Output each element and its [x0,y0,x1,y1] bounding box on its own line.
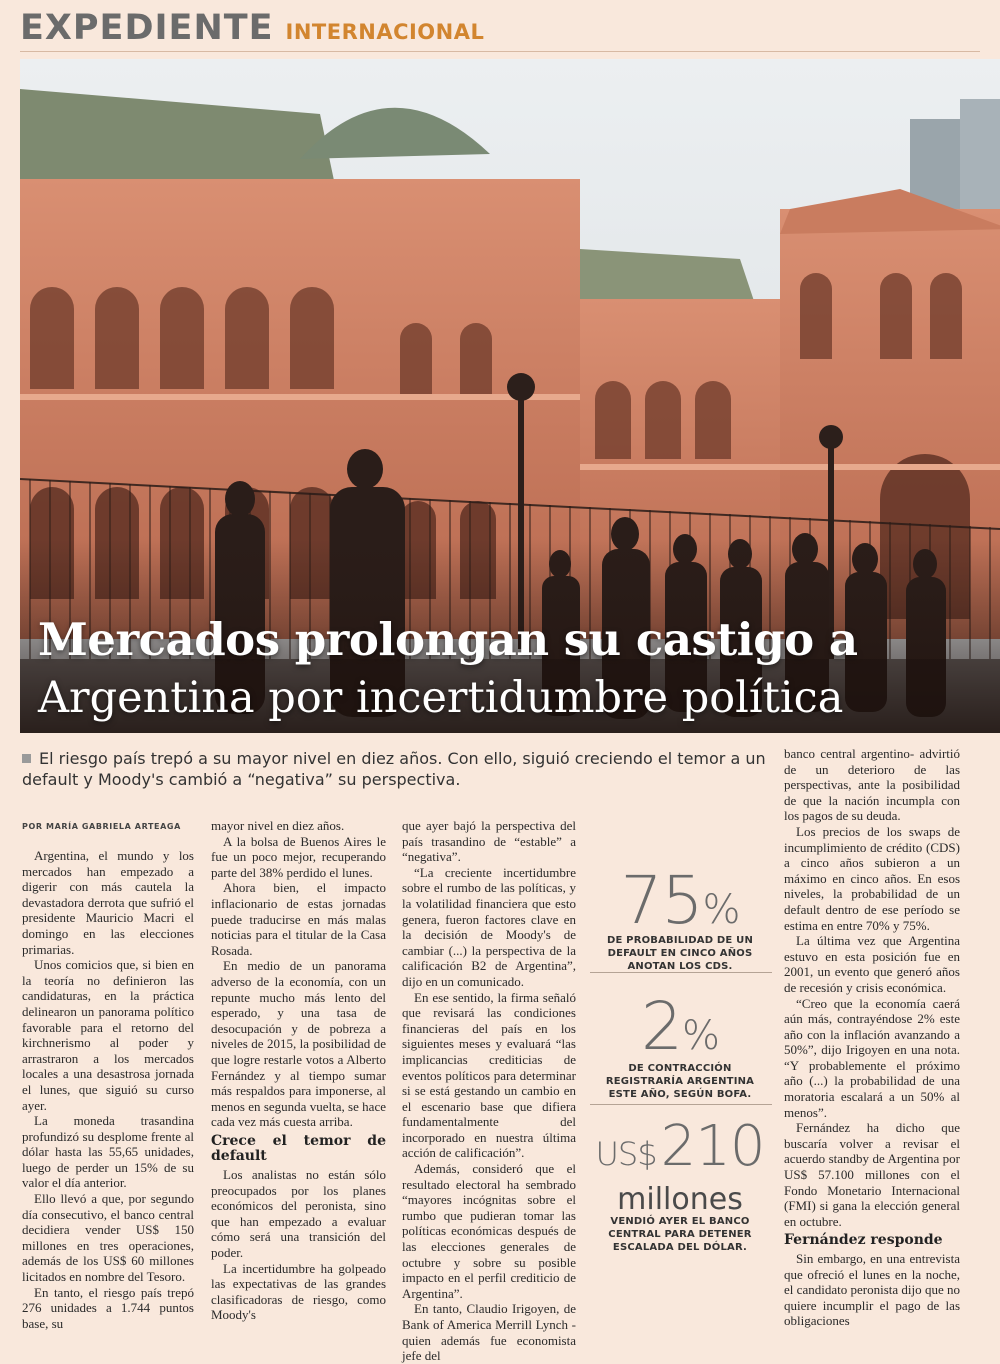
paragraph: mayor nivel en diez años. [211,818,345,833]
byline: POR MARÍA GABRIELA ARTEAGA [22,822,181,831]
headline [38,611,998,727]
section-subtitle: INTERNACIONAL [285,20,485,44]
paragraph: A la bolsa de Buenos Aires le fue un poco mejor, recuperando parte del 38% perdido el lunes. [211,833,386,880]
paragraph: Los precios de los swaps de incumplimiento de crédito (CDS) a cinco años subieron a un máximo en cinco años. En esos niveles, la probabilidad de un default dentro de ese período se estima en entre 70% y 75%. [784,823,960,933]
paragraph: Ello llevó a que, por segundo día consecutivo, el banco central decidiera vender US$ 150 millones en tres operaciones, además de los US$ 60 millones licitados en nombre del Tesoro. [22,1191,194,1285]
stat-unit: millones [617,1182,743,1217]
stat-contraction [590,988,770,1101]
paragraph: En medio de un panorama adverso de la economía, con un repunte mucho más lento del esperado, y una tasa de desocupación y de pobreza a niveles de 2015, la posibilidad de que logre restarle votos a Alberto Fernández y al tiempo sumar más respaldos para imponerse, al menos en segunda vuelta, se hace cada vez más cuesta arriba. [211,958,386,1130]
column-2 [211,818,386,1323]
paragraph: La incertidumbre ha golpeado las expectativas de las grandes clasificadoras de riesgo, como Moody's [211,1260,386,1323]
paragraph: que ayer bajó la perspectiva del país trasandino de “estable” a “negativa”. [402,818,576,865]
header-divider [20,51,980,52]
stat-value: US$ 210 [595,1114,765,1179]
paragraph: Además, consideró que el resultado electoral ha sembrado “mayores incógnitas sobre el rumbo que pudieran tomar las políticas económicas después de las elecciones generales de octubre y sobre su posible impacto en el perfil crediticio de Argentina”. [402,1161,576,1301]
subheading-fernandez: Fernández responde [784,1232,943,1249]
hero-photo [20,59,1000,733]
stat-cds [590,862,770,973]
paragraph: En ese sentido, la firma señaló que revisará las condiciones financieras del país en los siguientes meses y evaluará “las implicancias crediticias de eventos políticos para determinar si se está gestando un cambio en el escenario base que difiera fundamentalmente del incorporado en nuestra última acción de calificación”. [402,989,576,1161]
stat-value: 75% [620,862,740,939]
paragraph: banco central argentino- advirtió de un deterioro de las perspectivas, ante la posibilidad de que la nación incumpla con los pagos de su deuda. [784,746,960,824]
headline-line-2: Argentina por incertidumbre política [38,673,844,723]
paragraph: En tanto, Claudio Irigoyen, de Bank of America Merrill Lynch -quien además fue economista jefe del [402,1301,576,1364]
paragraph: “La creciente incertidumbre sobre el rumbo de las políticas, y la volatilidad financiera que esto genera, fueron factores clave en la decisión de Moody's de cambiar (...) la perspectiva de la calificación B2 de Argentina”, dijo en un comunicado. [402,864,576,989]
stat-divider [590,1104,772,1105]
headline-line-1: Mercados prolongan su castigo a [38,613,858,666]
paragraph: La última vez que Argentina estuvo en esta posición fue en 2001, un evento que generó años de recesión y crisis económica. [784,933,960,995]
column-3 [402,818,576,1364]
paragraph: “Creo que la economía caerá aún más, contrayéndose 2% este año con la inflación avanzando a 50%”, dijo Irigoyen en una nota. “Y probablemente el próximo año (...) la probabilidad de una moratoria escalará a un 50% al menos”. [784,995,960,1120]
paragraph: La moneda trasandina profundizó su desplome frente al dólar hasta las 55,65 unidades, luego de perder un 15% de su valor el día anterior. [22,1113,194,1191]
paragraph: Ahora bien, el impacto inflacionario de estas jornadas puede traducirse en más malas noticias para el titular de la Casa Rosada. [211,880,386,958]
stat-value: 2% [640,988,719,1065]
paragraph: Los analistas no están sólo preocupados por los planes económicos del peronista, sino que han empezado a evaluar cómo será una transición del poder. [211,1167,386,1261]
section-title: EXPEDIENTE [20,8,274,48]
square-bullet-icon [22,754,31,763]
paragraph: Unos comicios que, si bien en la teoría no definieron las candidaturas, en la práctica delinearon un panorama político favorable para el retorno del kirchnerismo al poder y arrastraron a los mercados locales a una desastrosa jornada el lunes, que siguió su curso ayer. [22,957,194,1113]
stat-dollars [590,1114,770,1254]
paragraph: En tanto, el riesgo país trepó 276 unidades a 1.744 puntos base, su [22,1284,194,1331]
stat-caption: DE CONTRACCIÓN REGISTRARÍA ARGENTINA ESTE AÑO, SEGÚN BOFA. [605,1063,755,1100]
paragraph: Sin embargo, en una entrevista que ofreció el lunes en la noche, el candidato peronista dijo que no quiere incumplir el pago de las obligaciones [784,1251,960,1329]
section-header [20,8,484,52]
column-4 [784,746,960,1329]
lede-text: El riesgo país trepó a su mayor nivel en diez años. Con ello, siguió creciendo el temor a un default y Moody's cambió a “negativa” su perspectiva. [22,749,766,789]
stat-caption: VENDIÓ AYER EL BANCO CENTRAL PARA DETENER ESCALADA DEL DÓLAR. [608,1216,752,1253]
subheading-default: Crece el temor de default [211,1132,386,1165]
paragraph: Argentina, el mundo y los mercados han empezado a digerir con más cautela la devastadora derrota que sufrió el presidente Mauricio Macri el domingo en las elecciones primarias. [22,848,194,957]
stat-divider [590,972,772,973]
column-1 [22,848,194,1331]
paragraph: Fernández ha dicho que buscaría volver a revisar el acuerdo standby de Argentina por US$ 57.100 millones con el Fondo Monetario Internacional (FMI) si gana la elección general en octubre. [784,1120,960,1229]
stat-caption: DE PROBABILIDAD DE UN DEFAULT EN CINCO AÑOS ANOTAN LOS CDS. [606,935,754,972]
lede [22,748,767,790]
